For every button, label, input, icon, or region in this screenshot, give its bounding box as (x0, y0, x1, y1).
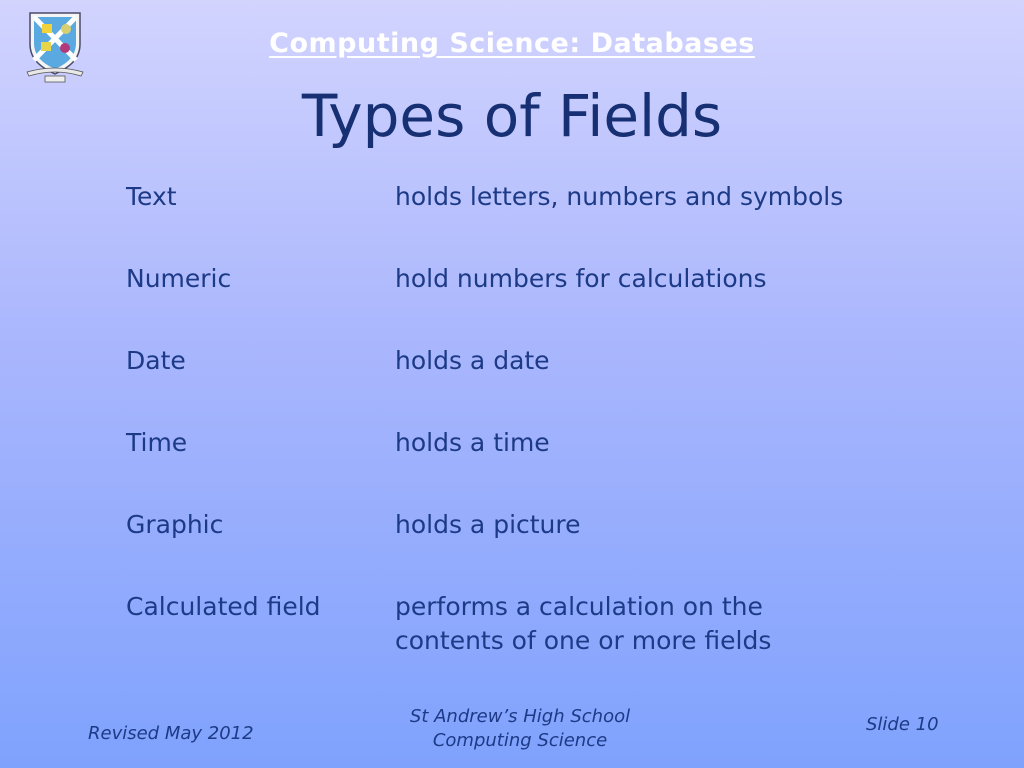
field-term: Graphic (126, 510, 224, 539)
field-description: holds a picture (395, 510, 581, 539)
slide-number: Slide 10 (866, 714, 939, 735)
course-title: Computing Science: Databases (269, 28, 755, 59)
field-term: Calculated field (126, 592, 321, 621)
field-term: Time (126, 428, 188, 457)
page-title: Types of Fields (301, 82, 723, 150)
field-term: Numeric (126, 264, 232, 293)
school-name-line: St Andrew’s High School (409, 706, 631, 727)
field-description: holds a date (395, 346, 550, 375)
field-description: holds letters, numbers and symbols (395, 182, 844, 211)
field-term: Date (126, 346, 186, 375)
field-term: Text (126, 182, 177, 211)
department-name: Computing Science (432, 730, 608, 751)
revised-date: Revised May 2012 (88, 723, 254, 744)
field-description: hold numbers for calculations (395, 264, 767, 293)
school-name (370, 705, 670, 753)
field-description: holds a time (395, 428, 550, 457)
field-description: performs a calculation on the contents of one or more fields (395, 592, 772, 655)
